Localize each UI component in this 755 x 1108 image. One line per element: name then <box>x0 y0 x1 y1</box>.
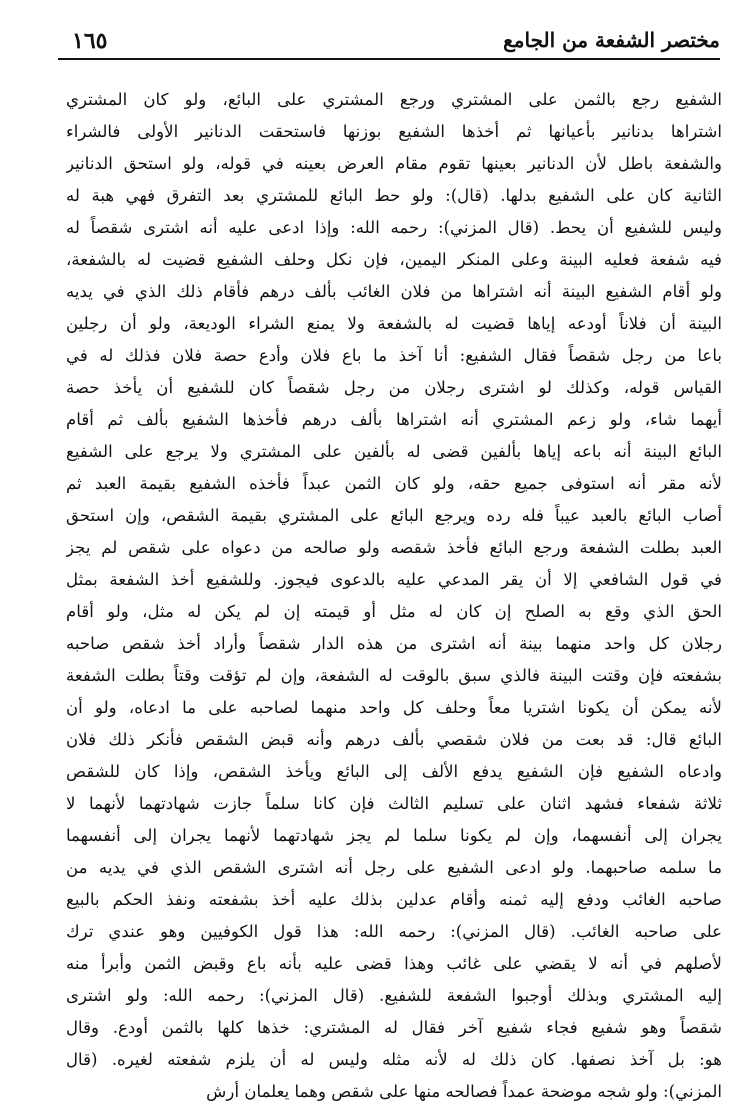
text-line: أيهما شاء، ولو زعم المشتري أنه اشتراها بألف درهم فأخذها الشفيع بألف ثم أقام <box>66 410 722 429</box>
text-line: الحق الذي وقع به الصلح إن كان له مثل أو قيمته إن لم يكن له مثل، ولو أقام <box>66 602 722 621</box>
text-line: العبد بطلت الشفعة ورجع البائع فأخذ شقصه ولو صالحه من دعواه على شقص لم يجز <box>66 538 722 557</box>
page-header <box>58 22 720 62</box>
text-line: رجلان كل واحد منهما بينة أنه اشترى من هذه الدار شقصاً وأراد أخذ شقص صاحبه <box>66 634 722 653</box>
text-line: على صاحبه الغائب. (قال المزني): رحمه الله: هذا قول الكوفيين وهو عندي ترك <box>66 922 722 941</box>
text-line: إليه المشتري وبذلك أوجبوا الشفعة للشفيع. (قال المزني): رحمه الله: ولو اشترى <box>66 986 722 1005</box>
text-line: ولو أقام الشفيع البينة أنه اشتراها من فلان الغائب بألف درهم فأقام ذلك الذي في يديه <box>66 282 722 301</box>
text-line: الثانية كان على الشفيع بدلها. (قال): ولو حط البائع للمشتري بعد التفرق فهي هبة له <box>66 186 722 205</box>
text-line: ما سلمه صاحبهما. ولو ادعى الشفيع على رجل أنه اشترى الشقص الذي في يديه من <box>66 858 722 877</box>
page-number: ١٦٥ <box>72 28 108 54</box>
text-line: في قول الشافعي إلا أن يقر المدعي عليه بالدعوى فيجوز. وللشفيع أخذ الشفعة بمثل <box>66 570 722 589</box>
running-title: مختصر الشفعة من الجامع <box>503 28 720 52</box>
text-line: المزني): ولو شجه موضحة عمداً فصالحه منها على شقص وهما يعلمان أرش <box>206 1082 722 1101</box>
text-line: وليس للشفيع أن يحط. (قال المزني): رحمه الله: وإذا ادعى عليه أنه اشترى شقصاً له <box>66 218 722 237</box>
text-line: لأنه يمكن أن يكونا اشتريا معاً وحلف كل واحد منهما لصاحبه على ما ادعاه، ولو أن <box>66 698 722 717</box>
text-line: الشفيع رجع بالثمن على المشتري ورجع المشتري على البائع، ولو كان المشتري <box>66 90 722 109</box>
text-line: والشفعة باطل لأن الدنانير بعينها تقوم مقام العرض بعينه في قوله، ولو استحق الدنانير <box>66 154 722 173</box>
text-line: صاحبه الغائب ودفع إليه ثمنه وأقام عدلين بذلك عليه أخذ بشفعته ونفذ الحكم بالبيع <box>66 890 722 909</box>
text-line: البائع البينة أنه باعه إياها بألفين قضى له بألفين على المشتري ولا يرجع على الشفيع <box>66 442 722 461</box>
text-line: لأصلهم في أنه لا يقضي على غائب وهذا قضى عليه بأنه باع وقبض الثمن وأبرأ منه <box>66 954 722 973</box>
text-line: لأنه مقر أنه استوفى جميع حقه، ولو كان الثمن عبداً فأخذه الشفيع بقيمة العبد ثم <box>66 474 722 493</box>
text-line: اشتراها بدنانير بأعيانها ثم أخذها الشفيع بوزنها فاستحقت الدنانير الأولى فالشراء <box>66 122 722 141</box>
body-text <box>66 84 722 1108</box>
text-line: بشفعته فإن وقتت البينة فالذي سبق بالوقت له الشفعة، وإن لم تؤقت وقتاً بطلت الشفعة <box>66 666 722 685</box>
text-line: فيه شفعة فعليه البينة وعلى المنكر اليمين، فإن نكل وحلف الشفيع قضيت له بالشفعة، <box>66 250 722 269</box>
text-line: البينة أن فلاناً أودعه إياها قضيت له بالشفعة ولا يمنع الشراء الوديعة، ولو أن رجلين <box>66 314 722 333</box>
text-line: يجران إلى أنفسهما، وإن لم يكونا سلما لم يجز شهادتهما لأنهما يجران إلى أنفسهما <box>66 826 722 845</box>
text-line: ثلاثة شفعاء فشهد اثنان على تسليم الثالث فإن كانا سلماً جازت شهادتهما لأنهما لا <box>66 794 722 813</box>
text-line: القياس قوله، وكذلك لو اشترى رجلان من رجل شقصاً كان للشفيع أن يأخذ حصة <box>66 378 722 397</box>
text-line: أصاب البائع بالعبد عيباً فله رده ويرجع البائع على المشتري بقيمة الشقص، وإن استحق <box>66 506 722 525</box>
text-line: باعا من رجل شقصاً فقال الشفيع: أنا آخذ ما باع فلان وأدع حصة فلان فذلك له في <box>66 346 722 365</box>
text-line: البائع قال: قد بعت من فلان شقصي بألف درهم وأنه قبض الشقص فأنكر ذلك فلان <box>66 730 722 749</box>
text-line: وادعاه الشفيع فإن الشفيع يدفع الألف إلى البائع ويأخذ الشقص، وإذا كان للشقص <box>66 762 722 781</box>
text-line: شقصاً وهو شفيع فجاء شفيع آخر فقال له المشتري: خذها كلها بالثمن أودع. وقال <box>66 1018 722 1037</box>
header-divider <box>58 58 720 60</box>
text-line: هو: بل آخذ نصفها. كان ذلك له لأنه مثله وليس له أن يلزم شفعته لغيره. (قال <box>66 1050 722 1069</box>
